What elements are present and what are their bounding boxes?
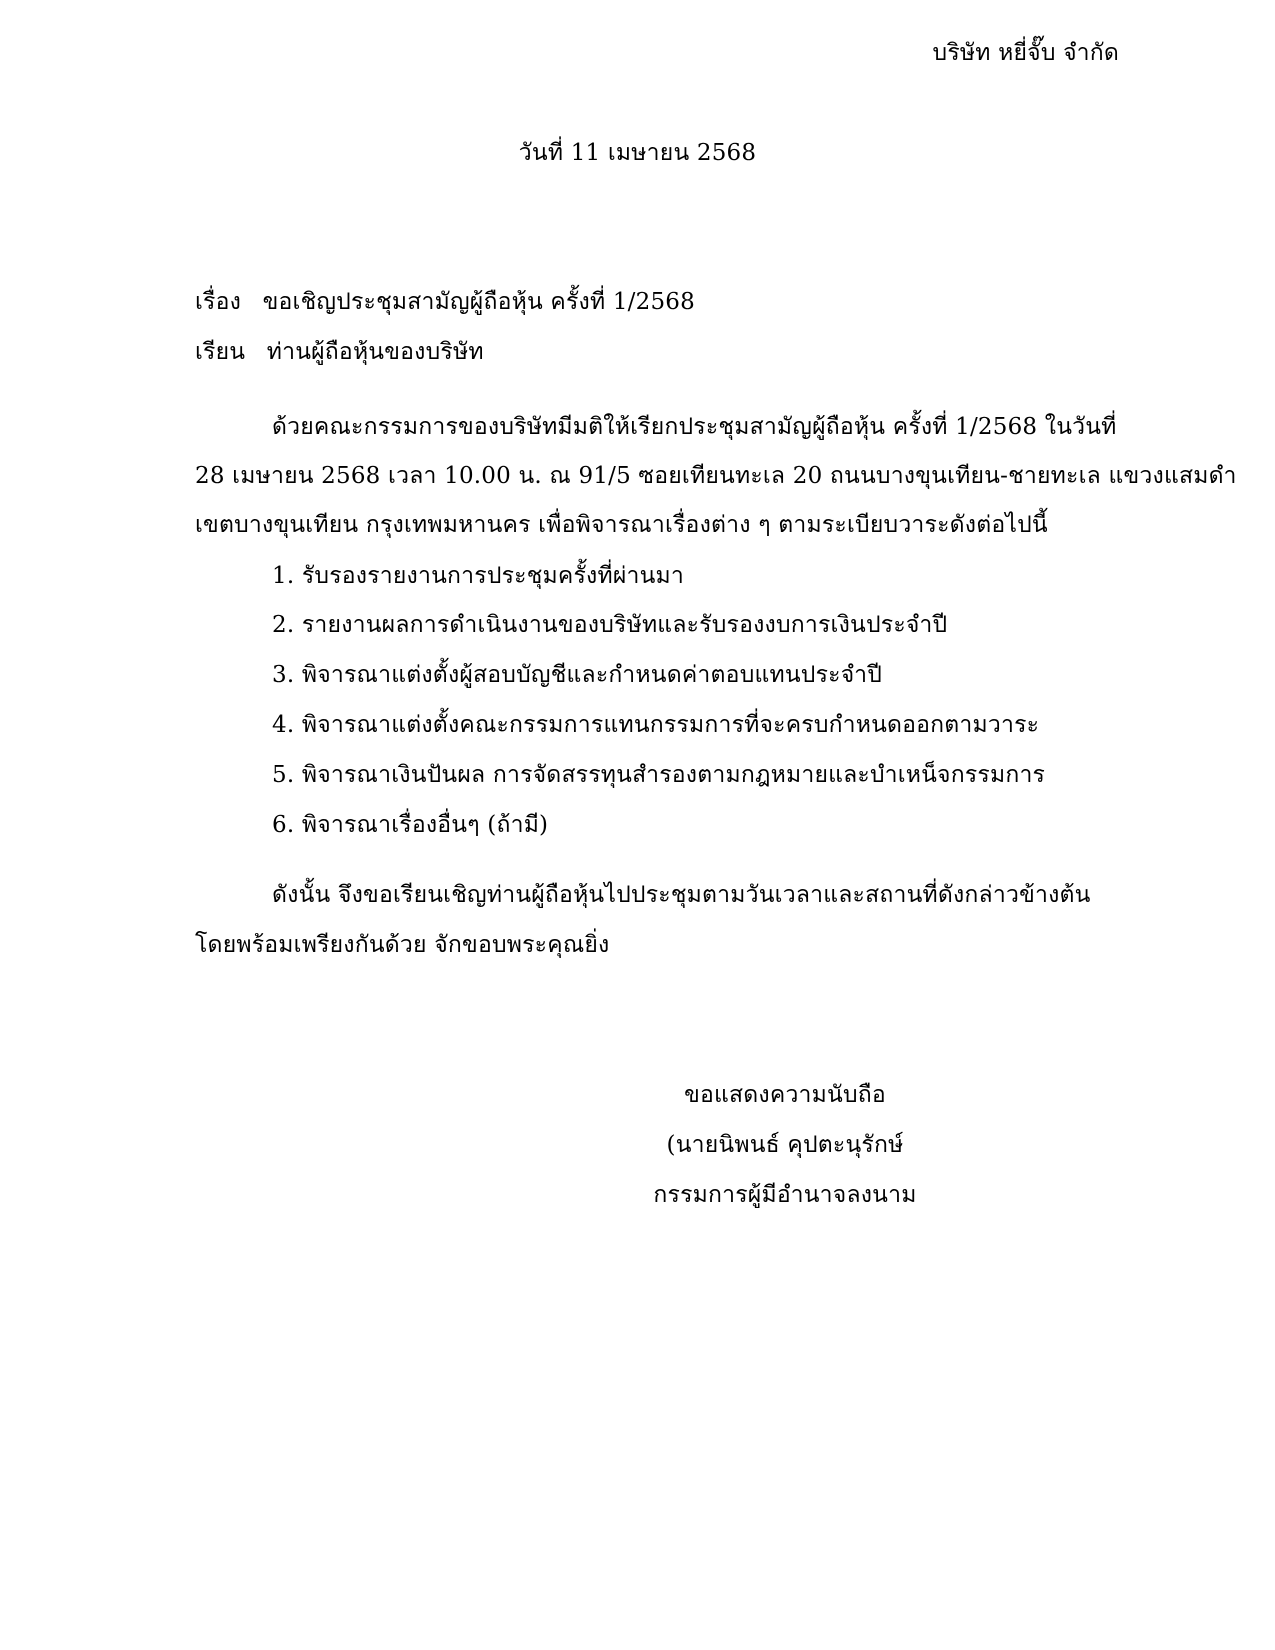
agenda-item: 3. พิจารณาแต่งตั้งผู้สอบบัญชีและกำหนดค่าตอบแทนประจำปี xyxy=(272,662,883,688)
agenda-item: 6. พิจารณาเรื่องอื่นๆ (ถ้ามี) xyxy=(272,812,549,838)
agenda-item: 1. รับรองรายงานการประชุมครั้งที่ผ่านมา xyxy=(272,563,685,589)
company-name: บริษัท หยี่จั๊บ จำกัด xyxy=(932,40,1119,66)
closing-line: ดังนั้น จึงขอเรียนเชิญท่านผู้ถือหุ้นไปประชุมตามวันเวลาและสถานที่ดังกล่าวข้างต้น xyxy=(272,882,1091,908)
recipient-text: ท่านผู้ถือหุ้นของบริษัท xyxy=(266,339,484,365)
body-line: 28 เมษายน 2568 เวลา 10.00 น. ณ 91/5 ซอยเทียนทะเล 20 ถนนบางขุนเทียน-ชายทะเล แขวงแสมดำ xyxy=(195,463,1237,489)
agenda-item: 5. พิจารณาเงินปันผล การจัดสรรทุนสำรองตามกฎหมายและบำเหน็จกรรมการ xyxy=(272,762,1046,788)
body-line: เขตบางขุนเทียน กรุงเทพมหานคร เพื่อพิจารณาเรื่องต่าง ๆ ตามระเบียบวาระดังต่อไปนี้ xyxy=(195,512,1048,538)
recipient-label: เรียน xyxy=(195,339,246,365)
agenda-item: 2. รายงานผลการดำเนินงานของบริษัทและรับรองงบการเงินประจำปี xyxy=(272,612,948,638)
closing-line: โดยพร้อมเพรียงกันด้วย จักขอบพระคุณยิ่ง xyxy=(195,932,610,958)
letter-date: วันที่ 11 เมษายน 2568 xyxy=(518,140,757,166)
signature-regards: ขอแสดงความนับถือ xyxy=(684,1082,886,1108)
body-line: ด้วยคณะกรรมการของบริษัทมีมติให้เรียกประชุมสามัญผู้ถือหุ้น ครั้งที่ 1/2568 ในวันที่ xyxy=(272,414,1117,440)
signatory-name: (นายนิพนธ์ คุปตะนุรักษ์ xyxy=(666,1132,904,1158)
agenda-item: 4. พิจารณาแต่งตั้งคณะกรรมการแทนกรรมการที่จะครบกำหนดออกตามวาระ xyxy=(272,712,1040,738)
subject-text: ขอเชิญประชุมสามัญผู้ถือหุ้น ครั้งที่ 1/2568 xyxy=(262,289,695,315)
signatory-title: กรรมการผู้มีอำนาจลงนาม xyxy=(653,1182,917,1208)
subject-label: เรื่อง xyxy=(195,289,242,315)
recipient-line xyxy=(195,337,484,367)
subject-line xyxy=(195,287,695,317)
